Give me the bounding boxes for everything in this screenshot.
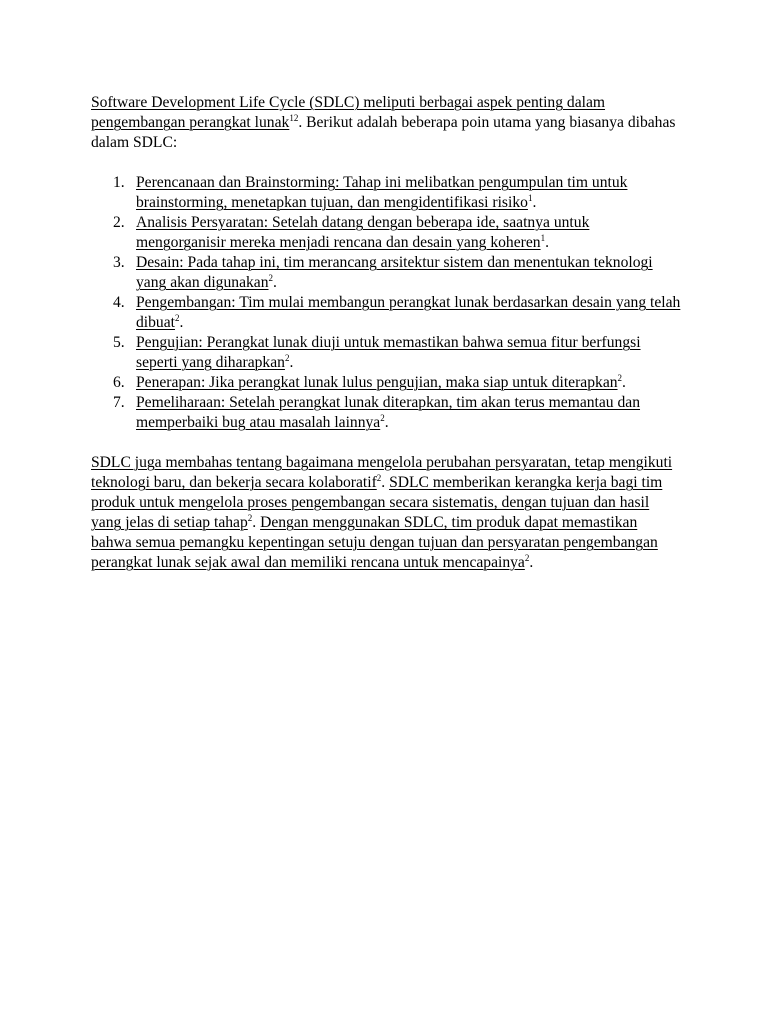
list-item [91,373,681,393]
list-number: 7. [113,394,125,411]
list-item-text[interactable]: Desain: Pada tahap ini, tim merancang arsitektur sistem dan menentukan teknologi yang akan digunakan [136,254,653,291]
list-item [91,173,681,213]
citation-marker[interactable]: 1 [527,192,533,203]
citation-marker[interactable]: 1 [540,232,546,243]
list-item-end: . [273,274,277,291]
intro-text: . Berikut adalah beberapa poin utama yang biasanya dibahas dalam SDLC: [91,114,676,151]
list-number: 5. [113,334,125,351]
list-item [91,393,681,433]
closing-sentence-2[interactable]: SDLC memberikan kerangka kerja bagi tim produk untuk mengelola proses pengembangan secara sistematis, dengan tujuan dan hasil yang jelas di setiap tahap [91,474,663,531]
list-number: 4. [113,294,125,311]
closing-punct-2: . [252,514,261,531]
list-item-text[interactable]: Pemeliharaan: Setelah perangkat lunak diterapkan, tim akan terus memantau dan memperbaiki bug atau masalah lainnya [136,394,641,431]
closing-punct-3: . [529,554,534,571]
document-page [91,93,681,573]
list-item [91,333,681,373]
sdlc-phase-list [91,173,681,433]
list-item-end: . [532,194,537,211]
closing-punct-1: . [381,474,390,491]
list-item-end: . [179,314,184,331]
citation-marker[interactable]: 2 [524,552,530,563]
list-item [91,213,681,253]
list-item-text[interactable]: Penerapan: Jika perangkat lunak lulus pengujian, maka siap untuk diterapkan [136,374,618,391]
list-number: 1. [113,174,125,191]
intro-paragraph [91,93,681,153]
list-number: 6. [113,374,125,391]
list-item-end: . [384,414,389,431]
closing-sentence-1[interactable]: SDLC juga membahas tentang bagaimana mengelola perubahan persyaratan, tetap mengikuti teknologi baru, dan bekerja secara kolaboratif [91,454,673,491]
list-item-end: . [622,374,626,391]
citation-marker[interactable]: 2 [284,352,290,363]
list-item-text[interactable]: Pengujian: Perangkat lunak diuji untuk memastikan bahwa semua fitur berfungsi seperti yang diharapkan [136,334,641,371]
list-number: 2. [113,214,125,231]
citation-marker[interactable]: 2 [174,312,180,323]
list-item-text[interactable]: Perencanaan dan Brainstorming: Tahap ini melibatkan pengumpulan tim untuk brainstorming, menetapkan tujuan, dan mengidentifikasi risiko [136,174,628,211]
list-number: 3. [113,254,125,271]
list-item-end: . [545,234,549,251]
citation-marker[interactable]: 2 [247,512,253,523]
citation-marker[interactable]: 2 [268,272,274,283]
citation-marker[interactable]: 2 [376,472,382,483]
closing-sentence-3[interactable]: Dengan menggunakan SDLC, tim produk dapat memastikan bahwa semua pemangku kepentingan setuju dengan tujuan dan persyaratan pengembangan perangkat lunak sejak awal dan memiliki rencana untuk mencapainya [91,514,658,571]
list-item [91,293,681,333]
intro-citation-text[interactable]: Software Development Life Cycle (SDLC) meliputi berbagai aspek penting dalam pengembangan perangkat lunak [91,94,606,131]
citation-marker[interactable]: 12 [289,112,299,123]
list-item [91,253,681,293]
list-item-end: . [289,354,294,371]
list-item-text[interactable]: Pengembangan: Tim mulai membangun perangkat lunak berdasarkan desain yang telah dibuat [136,294,681,331]
closing-paragraph [91,453,681,573]
citation-marker[interactable]: 2 [380,412,385,423]
citation-marker[interactable]: 2 [617,372,623,383]
list-item-text[interactable]: Analisis Persyaratan: Setelah datang dengan beberapa ide, saatnya untuk mengorganisir mereka menjadi rencana dan desain yang koheren [136,214,590,251]
